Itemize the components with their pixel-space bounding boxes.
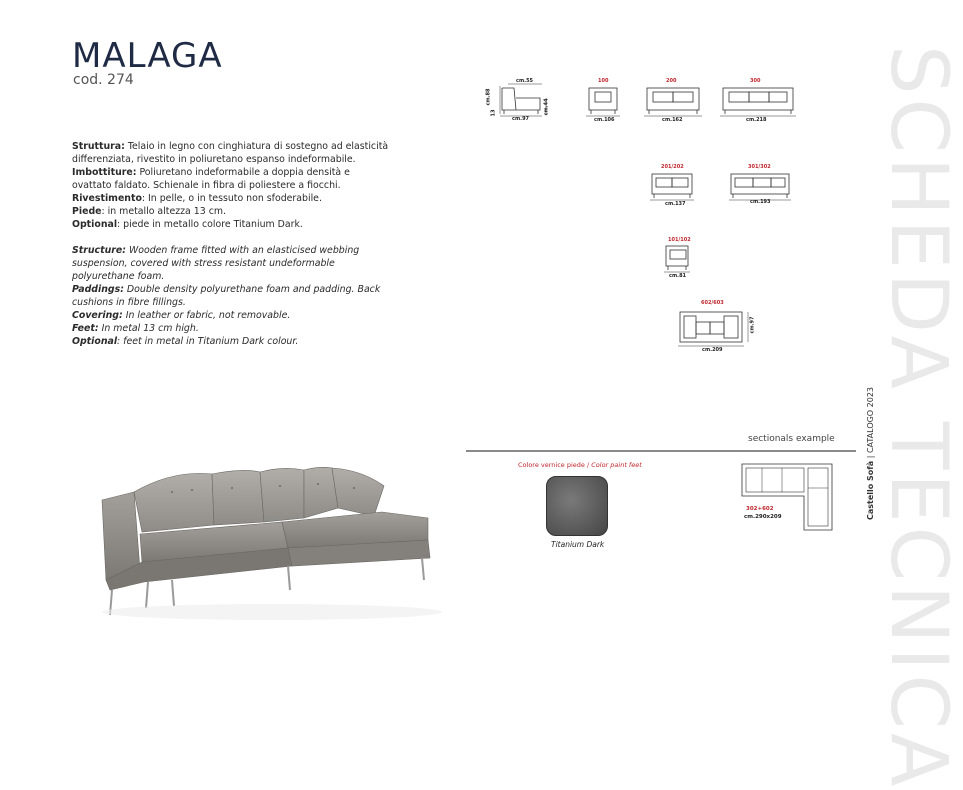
paint-color-title: Colore vernice piede / Color paint feet <box>518 461 642 469</box>
module-101-code: 101/102 <box>668 237 691 243</box>
desc-line: Covering: In leather or fabric, not removable. <box>72 310 291 321</box>
watermark-text: SCHEDA TECNICA <box>873 45 963 790</box>
module-101-drawing <box>664 246 690 272</box>
module-200-drawing <box>644 88 702 116</box>
module-100-dim: cm.106 <box>594 117 615 123</box>
side-height-label: cm.88 <box>485 88 492 106</box>
side-seat-label: cm.44 <box>543 98 550 116</box>
module-100-code: 100 <box>598 78 609 84</box>
desc-line: Structure: Wooden frame fitted with an elasticised webbing suspension, covered with stress resistant undeformable polyurethane foam. <box>72 245 360 282</box>
swatch-name: Titanium Dark <box>551 540 605 549</box>
sectionals-example-title: sectionals example <box>748 434 835 444</box>
module-201-code: 201/202 <box>661 164 684 170</box>
module-300-code: 300 <box>750 78 761 84</box>
side-view-drawing <box>500 84 546 116</box>
module-300-drawing <box>720 88 796 116</box>
product-title: MALAGA <box>72 36 223 76</box>
example-dim: cm.290x209 <box>744 514 782 520</box>
desc-line: Paddings: Double density polyurethane foam and padding. Back cushions in fibre fillings. <box>72 284 381 308</box>
module-300-dim: cm.218 <box>746 117 767 123</box>
module-301-code: 301/302 <box>748 164 771 170</box>
module-602-dim: cm.209 <box>702 347 723 353</box>
module-602-code: 602/603 <box>701 300 724 306</box>
side-feet-label: 13 <box>490 109 497 117</box>
module-301-drawing <box>729 174 791 200</box>
module-301-dim: cm.193 <box>750 199 771 205</box>
desc-line: Piede: in metallo altezza 13 cm. <box>72 206 226 217</box>
module-602-side-dim: cm.97 <box>749 316 756 334</box>
module-201-drawing <box>650 174 694 200</box>
titanium-dark-swatch <box>546 476 608 536</box>
module-100-drawing <box>586 88 620 116</box>
desc-line: Imbottiture: Poliuretano indeformabile a doppia densità e ovattato faldato. Schienale in fibra di poliestere a fiocchi. <box>72 167 350 191</box>
side-bottom-label: cm.97 <box>512 116 530 122</box>
desc-line: Optional: piede in metallo colore Titanium Dark. <box>72 219 303 230</box>
sofa-image <box>82 430 442 630</box>
description-italian <box>72 140 392 231</box>
product-code: cod. 274 <box>73 72 134 88</box>
module-200-dim: cm.162 <box>662 117 683 123</box>
sectional-example-drawing <box>742 464 832 530</box>
example-code: 302+602 <box>746 506 774 512</box>
module-200-code: 200 <box>666 78 677 84</box>
side-top-label: cm.55 <box>516 78 534 84</box>
catalog-caption: Castello Sofà | CATALOGO 2023 <box>866 386 875 520</box>
desc-line: Rivestimento: In pelle, o in tessuto non sfoderabile. <box>72 193 322 204</box>
section-divider <box>466 450 856 452</box>
desc-line: Struttura: Telaio in legno con cinghiatura di sostegno ad elasticità differenziata, rivestito in poliuretano espanso indeformabile. <box>72 141 389 165</box>
description-english <box>72 244 392 348</box>
module-201-dim: cm.137 <box>665 201 686 207</box>
module-602-drawing <box>678 312 748 346</box>
desc-line: Optional: feet in metal in Titanium Dark colour. <box>72 336 299 347</box>
desc-line: Feet: In metal 13 cm high. <box>72 323 199 334</box>
module-101-dim: cm.81 <box>669 273 687 279</box>
